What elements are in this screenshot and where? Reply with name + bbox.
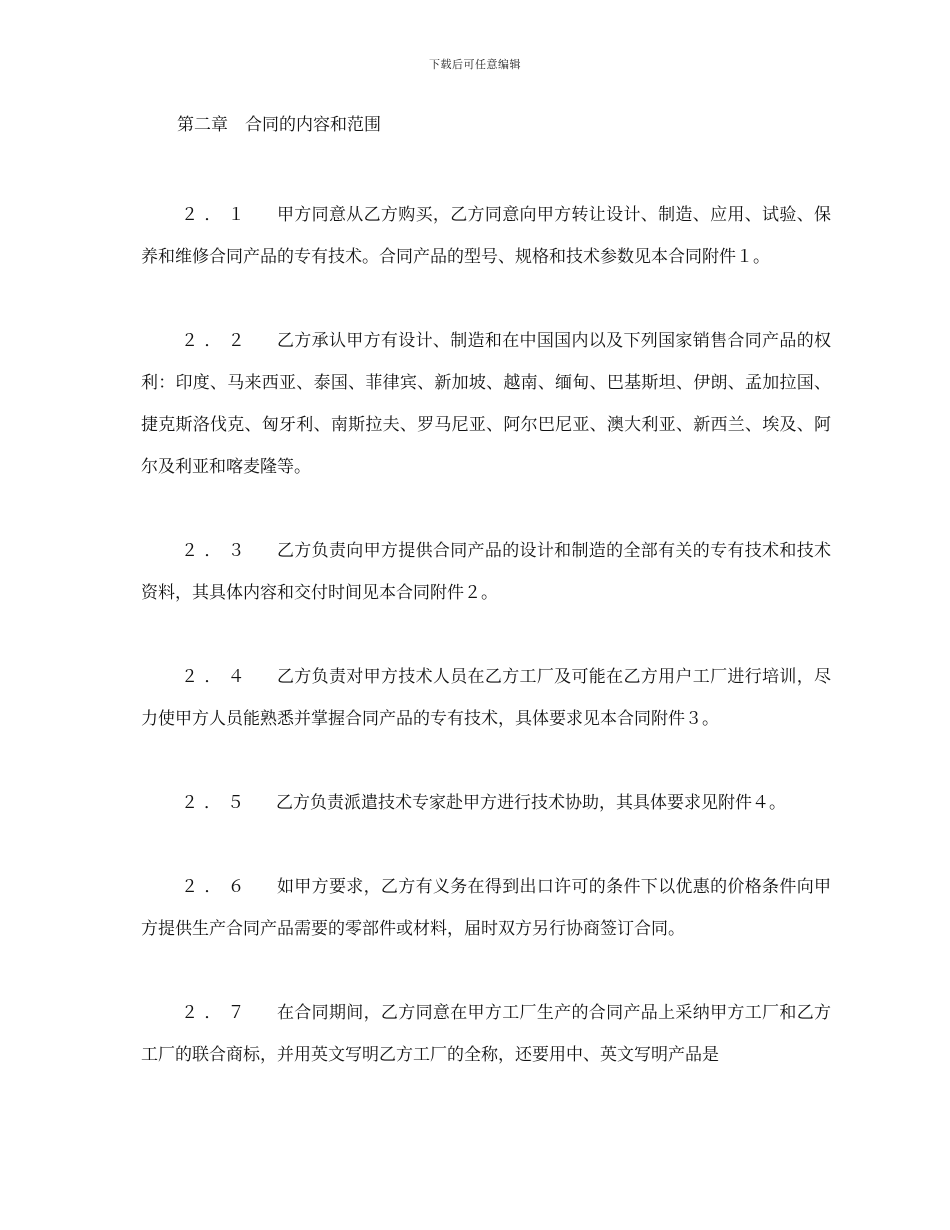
clause-number: ２．５: [181, 793, 250, 813]
spacer: [141, 140, 831, 194]
clause-number: ２．３: [181, 541, 251, 561]
clause-text: 乙方负责派遣技术专家赴甲方进行技术协助，其具体要求见附件４。: [276, 793, 786, 813]
clause-number: ２．６: [181, 877, 251, 897]
clause-text: 在合同期间，乙方同意在甲方工厂生产的合同产品上采纳甲方工厂和乙方工厂的联合商标，并用英文写明乙方工厂的全称，还要用中、英文写明产品是: [141, 1003, 832, 1065]
page-header: 下载后可任意编辑: [429, 58, 521, 71]
spacer: [141, 740, 831, 782]
clause-2-7: [141, 992, 831, 1076]
spacer: [141, 824, 831, 866]
clause-text: 如甲方要求，乙方有义务在得到出口许可的条件下以优惠的价格条件向甲方提供生产合同产品需要的零部件或材料，届时双方另行协商签订合同。: [141, 877, 832, 939]
clause-number: ２．４: [181, 667, 251, 687]
clause-2-4: [141, 656, 831, 740]
clause-number: ２．２: [181, 331, 251, 351]
clause-text: 乙方负责对甲方技术人员在乙方工厂及可能在乙方用户工厂进行培训，尽力使甲方人员能熟悉并掌握合同产品的专有技术，具体要求见本合同附件３。: [141, 667, 832, 729]
clause-text: 甲方同意从乙方购买，乙方同意向甲方转让设计、制造、应用、试验、保养和维修合同产品的专有技术。合同产品的型号、规格和技术参数见本合同附件１。: [141, 205, 832, 267]
clause-2-6: [141, 866, 831, 950]
document-body: [141, 110, 831, 1076]
clause-number: ２．７: [181, 1003, 251, 1023]
clause-2-3: [141, 530, 831, 614]
clause-2-1: [141, 194, 831, 278]
clause-text: 乙方承认甲方有设计、制造和在中国国内以及下列国家销售合同产品的权利：印度、马来西亚、泰国、菲律宾、新加坡、越南、缅甸、巴基斯坦、伊朗、孟加拉国、捷克斯洛伐克、匈牙利、南斯拉夫、罗马尼亚、阿尔巴尼亚、澳大利亚、新西兰、埃及、阿尔及利亚和喀麦隆等。: [141, 331, 832, 477]
spacer: [141, 614, 831, 656]
clause-2-5: [141, 782, 831, 824]
clause-2-2: [141, 320, 831, 488]
clause-number: ２．１: [181, 205, 251, 225]
clause-text: 乙方负责向甲方提供合同产品的设计和制造的全部有关的专有技术和技术资料，其具体内容和交付时间见本合同附件２。: [141, 541, 832, 603]
spacer: [141, 488, 831, 530]
spacer: [141, 278, 831, 320]
spacer: [141, 950, 831, 992]
chapter-title: 第二章 合同的内容和范围: [177, 115, 381, 135]
